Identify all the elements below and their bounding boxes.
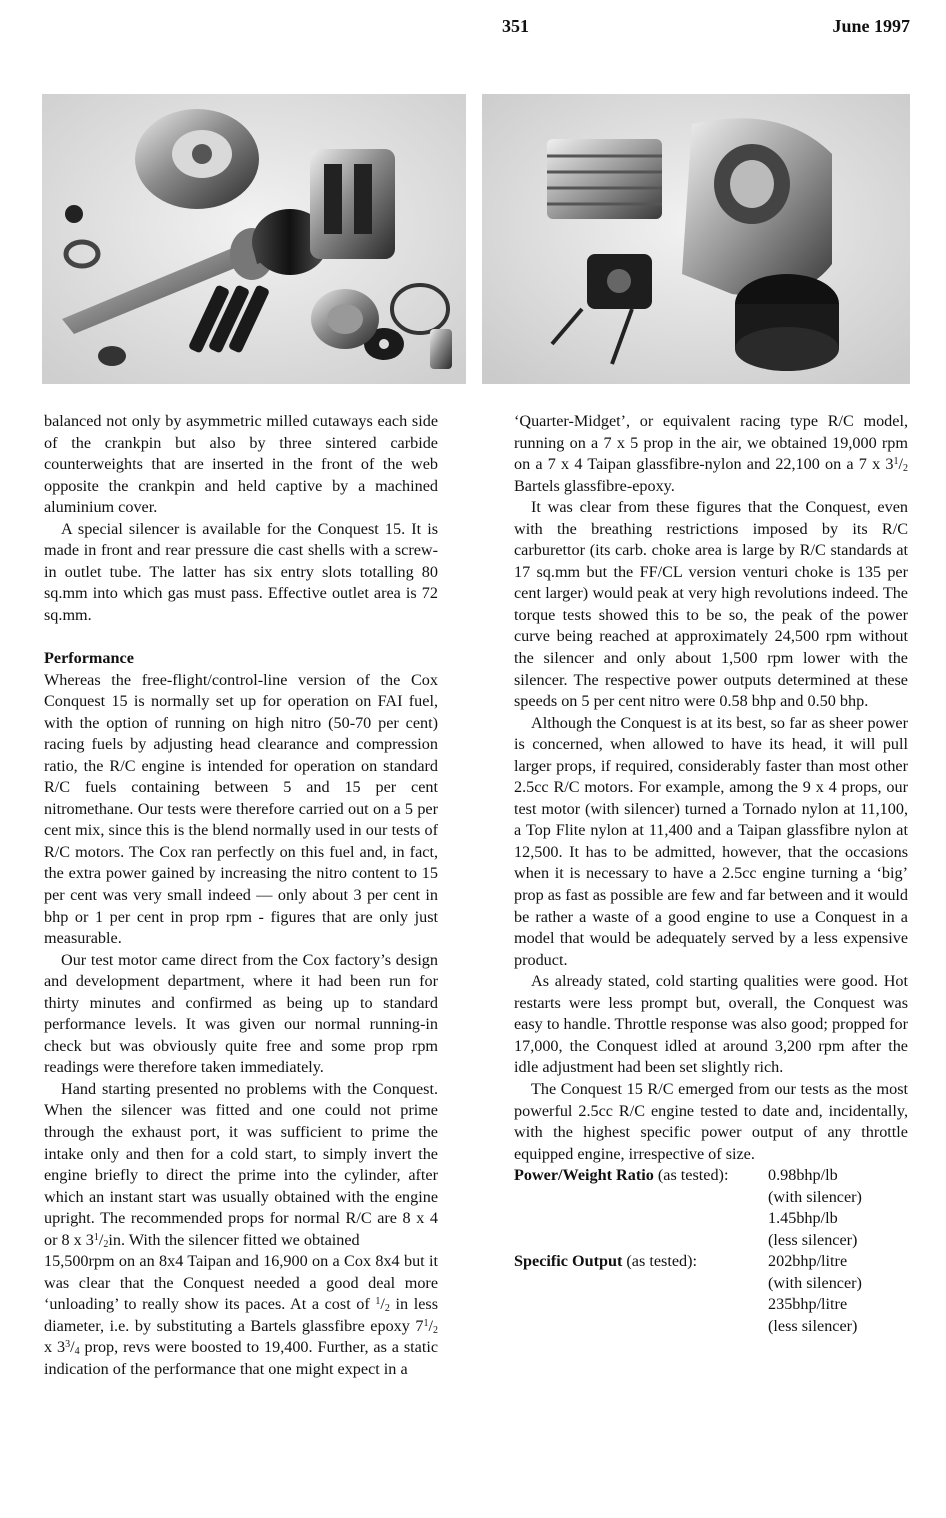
- spec-row: [514, 1251, 908, 1273]
- spec-label: [514, 1165, 768, 1187]
- crankcase-carburettor-photo-drawing: [482, 94, 910, 384]
- hand-starting-text-end: in. With the silencer fitted we obtained: [108, 1230, 360, 1249]
- spec-note: (with silencer): [768, 1273, 862, 1292]
- fraction-denominator: 4: [74, 1346, 80, 1358]
- right-paragraph-conclusion: The Conquest 15 R/C emerged from our tests as the most powerful 2.5cc R/C engine tested to date and, incidentally, with the highest specific power output of any throttle equipped engine, irrespective of size.: [514, 1079, 908, 1163]
- spec-row: [514, 1294, 908, 1316]
- spec-note: (less silencer): [768, 1316, 858, 1335]
- right-paragraph-carburettor: It was clear from these figures that the Conquest, even with the breathing restrictions imposed by its R/C carburettor (its carb. choke area is large by R/C standards at 17 sq.mm but the FF/CL version venturi choke is 135 per cent larger) would peak at very high revolutions indeed. The torque tests showed this to be so, the peak of the power curve being reached at approximately 24,500 rpm without the silencer and only about 1,500 rpm lower with the silencer. The respective power outputs determined at these speeds on 5 per cent nitro were 0.58 bhp and 0.50 bhp.: [514, 498, 908, 711]
- quarter-midget-text: ‘Quarter-Midget’, or equivalent racing type R/C model, running on a 7 x 5 prop in the air, we obtained 19,000 rpm on a 7 x 4 Taipan glassfibre-nylon and 22,100 on a 7 x 3: [514, 412, 908, 474]
- spec-label-bold: Specific Output: [514, 1252, 623, 1271]
- spec-label-rest: (as tested):: [622, 1252, 697, 1271]
- unloading-text-3: x 3: [44, 1338, 66, 1357]
- spec-row: [514, 1230, 908, 1252]
- left-paragraph-unloading: 15,500rpm on an 8x4 Taipan and 16,900 on a Cox 8x4 but it was clear that the Conquest needed a good deal more ‘unloading’ to really show its paces. At a cost of $^1/_2$ in less diameter, i.e. by substituting a Bartels glassfibre epoxy $7^1/_2$ x $3^3/_4$ prop, revs were boosted to 19,400. Further, as a static indication of the performance that one might expect in a: [44, 1252, 439, 1379]
- spec-row: [514, 1273, 908, 1295]
- fraction-denominator: 2: [384, 1303, 390, 1315]
- hand-starting-text: Hand starting presented no problems with the Conquest. When the silencer was fitted and one could not prime through the exhaust port, it was sufficient to prime the intake only and then for a cold start, to simply invert the engine briefly to direct the prime into the cylinder, after which an instant start was usually obtained with the engine upright. The recommended props for normal R/C are 8 x 4 or 8 x 3: [44, 1079, 438, 1249]
- fraction-numerator: 3: [65, 1339, 71, 1351]
- spec-value: 0.98bhp/lb: [768, 1166, 838, 1185]
- crankcase-carburettor-photo: [482, 94, 910, 384]
- page-number: 351: [502, 16, 529, 36]
- unloading-text: 15,500rpm on an 8x4 Taipan and 16,900 on a Cox 8x4 but it was clear that the Conquest needed a good deal more ‘unloading’ to really show its paces. At a cost of: [44, 1252, 438, 1314]
- fraction-numerator: 1: [93, 1231, 99, 1243]
- engine-parts-photo: [42, 94, 466, 384]
- fraction-numerator: 1: [423, 1317, 429, 1329]
- spec-row: [514, 1187, 908, 1209]
- spec-row: [514, 1208, 908, 1230]
- spec-value: 202bhp/litre: [768, 1252, 848, 1271]
- right-paragraph-larger-props: Although the Conquest is at its best, so far as sheer power is concerned, when allowed to have its head, it will pull larger props, if required, considerably faster than most other 2.5cc R/C motors. For example, among the 9 x 4 props, our test motor (with silencer) turned a Tornado nylon at 11,100, a Top Flite nylon at 11,400 and a Taipan glassfibre nylon at 12,500. It has to be admitted, however, that the occasions when it is necessary to have a 2.5cc engine turning a ‘big’ prop as fast as possible are few and far between and it would be rather a waste of a good engine to use a Conquest in a model that would be adequately served by a less expensive product.: [514, 713, 908, 969]
- left-paragraph-1: balanced not only by asymmetric milled cutaways each side of the crankpin but also by three sintered carbide counterweights that are inserted in the front of the web opposite the crankpin and held captive by a machined aluminium cover.: [44, 412, 438, 517]
- quarter-midget-text-end: Bartels glassfibre-epoxy.: [514, 476, 675, 495]
- fraction-numerator: 1: [893, 456, 899, 468]
- fraction-numerator: 1: [375, 1296, 381, 1308]
- spec-note: (with silencer): [768, 1187, 862, 1206]
- spec-value: 235bhp/litre: [768, 1295, 848, 1314]
- fraction-denominator: 2: [903, 463, 908, 475]
- specifications-table: [514, 1165, 908, 1337]
- spec-note: (less silencer): [768, 1230, 858, 1249]
- fraction-denominator: 2: [103, 1238, 109, 1250]
- spec-row: [514, 1165, 908, 1187]
- spec-label-bold: Power/Weight Ratio: [514, 1166, 654, 1185]
- spec-row: [514, 1316, 908, 1338]
- issue-date: June 1997: [832, 16, 910, 36]
- section-heading-performance: Performance: [44, 648, 134, 667]
- right-paragraph-quarter-midget: ‘Quarter-Midget’, or equivalent racing type R/C model, running on a 7 x 5 prop in the air, we obtained 19,000 rpm on a 7 x 4 Taipan glassfibre-nylon and 22,100 on a 7 x $3^1/_2$ Bartels glassfibre-epoxy.: [514, 412, 908, 495]
- right-paragraph-starting: As already stated, cold starting qualities were good. Hot restarts were less prompt but, overall, the Conquest was easy to handle. Throttle response was also good; propped for 17,000, the Conquest idled at around 3,200 rpm after the idle adjustment had been set slightly rich.: [514, 972, 908, 1077]
- engine-parts-photo-drawing: [42, 94, 466, 384]
- left-paragraph-silencer: A special silencer is available for the Conquest 15. It is made in front and rear pressure die cast shells with a screw-in outlet tube. The latter has six entry slots totalling 80 sq.mm into which gas must pass. Effective outlet area is 72 sq.mm.: [44, 519, 438, 624]
- left-paragraph-test-motor: Our test motor came direct from the Cox factory’s design and development department, where it had been run for thirty minutes and confirmed as being up to standard performance levels. It was given our normal running-in check but was obviously quite free and some prop rpm readings were therefore taken immediately.: [44, 950, 438, 1077]
- left-paragraph-fuel: Whereas the free-flight/control-line version of the Cox Conquest 15 is normally set up for operation on FAI fuel, with the option of running on high nitro (50-70 per cent) racing fuels by adjusting head clearance and compression ratio, the R/C engine is intended for operation on standard R/C fuels containing between 5 and 15 per cent nitromethane. Our tests were therefore carried out on a 5 per cent mix, since this is the blend normally used in our tests of R/C motors. The Cox ran perfectly on this fuel and, in fact, the extra power gained by increasing the nitro content to 15 per cent was very small indeed — only about 3 per cent in bhp or 1 per cent in prop rpm - figures that are only just measurable.: [44, 670, 438, 948]
- left-paragraph-hand-starting: Hand starting presented no problems with the Conquest. When the silencer was fitted and one could not prime through the exhaust port, it was sufficient to prime the intake only and then for a cold start, to simply invert the engine briefly to direct the prime into the cylinder, after which an instant start was usually obtained with the engine upright. The recommended props for normal R/C are 8 x 4 or 8 x $3^1/_2in$. With the silencer fitted we obtained: [44, 1079, 438, 1250]
- right-text-column: [514, 411, 908, 1338]
- spec-value: 1.45bhp/lb: [768, 1209, 838, 1228]
- fraction-denominator: 2: [433, 1324, 438, 1336]
- spec-label-rest: (as tested):: [653, 1166, 729, 1185]
- unloading-text-2: in less diameter, i.e. by substituting a Bartels glassfibre epoxy 7: [44, 1295, 439, 1335]
- left-text-column: [44, 411, 438, 1381]
- unloading-text-4: prop, revs were boosted to 19,400. Further, as a static indication of the performance that one might expect in a: [44, 1338, 439, 1379]
- page-header: [0, 16, 946, 42]
- spec-label: [514, 1251, 768, 1273]
